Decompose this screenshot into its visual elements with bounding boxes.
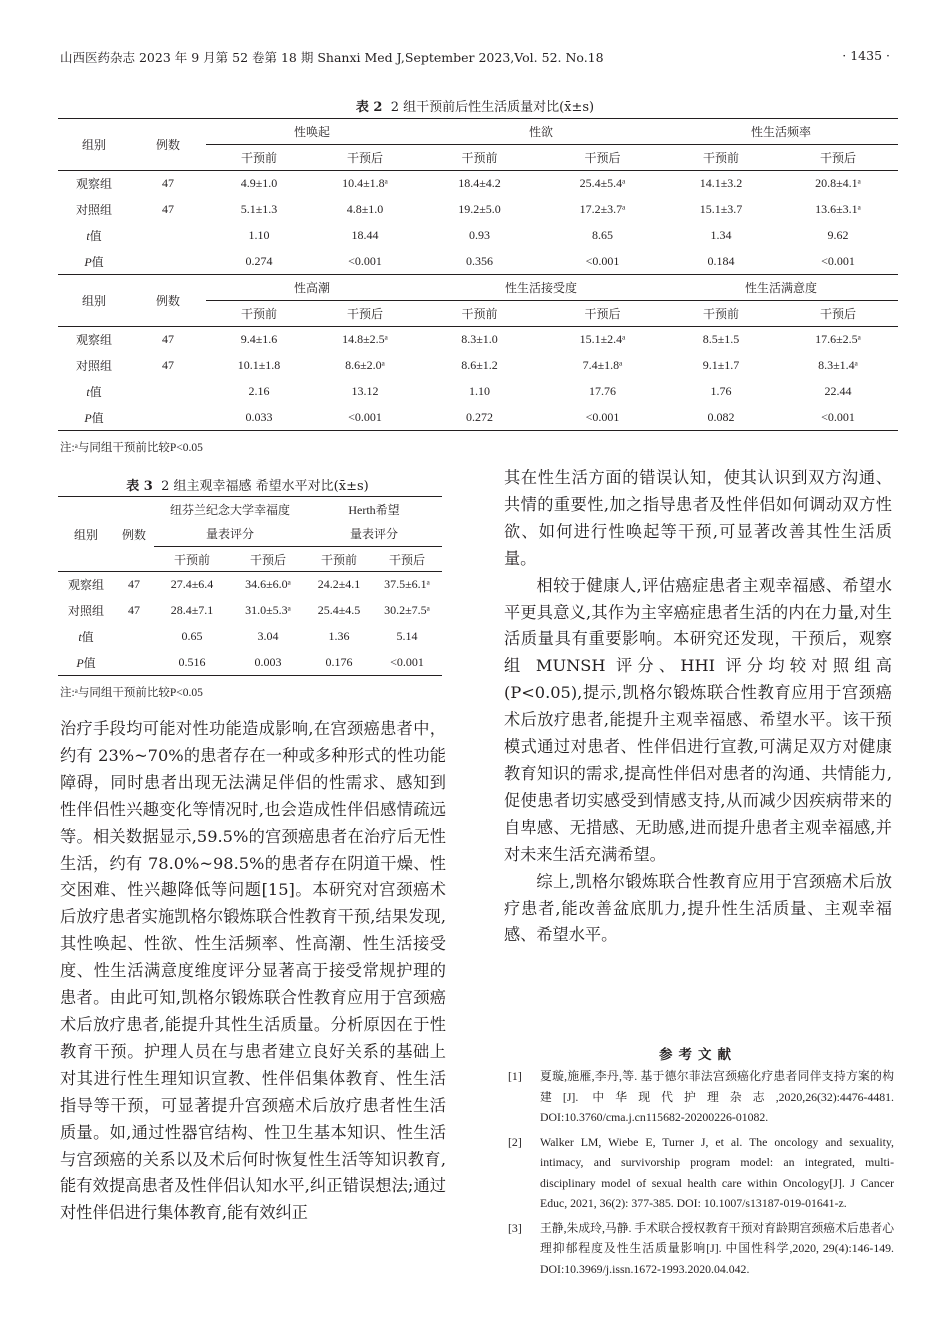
table2-cell: <0.001 — [821, 253, 855, 268]
body-paragraph: 治疗手段均可能对性功能造成影响,在宫颈癌患者中，约有 23%~70%的患者存在一种或多种形式的性功能障碍，同时患者出现无法满足伴侣的性需求、感知到性伴侣性兴趣变化等情况时,也会造成性伴侣感情疏远等。相关数据显示,59.5%的宫颈癌患者在治疗后无性生活，约有 78.0%~98.5%的患者存在阴道干燥、性交困难、性兴趣降低等问题[15]。本研究对宫颈癌术后放疗患者实施凯格尔锻炼联合性教育干预,结果发现,其性唤起、性欲、性生活频率、性高潮、性生活接受度、性生活满意度维度评分显著高于接受常规护理的患者。由此可知,凯格尔锻炼联合性教育应用于宫颈癌术后放疗患者,能提升其性生活质量。分析原因在于性教育干预。护理人员在与患者建立良好关系的基础上对其进行性生理知识宣教、性伴侣集体教育、性生活指导等干预，可显著提升宫颈癌术后放疗患者性生活质量。如,通过性器官结构、性卫生基本知识、性生活与宫颈癌的关系以及术后何时恢复性生活等知识教育,能有效提高患者及性伴侣认知水平,纠正错误想法;通过对性伴侣进行集体教育,能有效纠正 — [60, 719, 446, 1223]
table3-row-label: 对照组 — [67, 604, 104, 618]
table2-cell: 8.3±1.4ᵃ — [818, 358, 858, 372]
table2-group-header: 组别 — [81, 138, 106, 152]
reference-text: 夏璇,施雁,李丹,等. 基于德尔菲法宫颈癌化疗患者同伴支持方案的构建[J]. 中华现代护理杂志,2020,26(32):4476-4481. DOI:10.3760/cma.j.cn115682-20200226-01082. — [540, 1069, 894, 1124]
table2-cell: 8.65 — [592, 228, 613, 242]
table2-domain-header: 性生活频率 — [664, 119, 898, 145]
table2-sub-header: 干预前 — [461, 151, 498, 165]
reference-number: [3] — [508, 1220, 522, 1235]
table2-cell: 7.4±1.8ᵃ — [582, 358, 623, 372]
table2-caption: 2 组干预前后性生活质量对比(x̄±s) — [390, 100, 595, 115]
reference-item — [504, 1218, 894, 1280]
table2-cell: <0.001 — [348, 409, 382, 424]
table3-domain1-line1: 纽芬兰纪念大学幸福度 — [169, 502, 290, 517]
right-column-text — [504, 465, 892, 949]
table3-row-label: t值 — [78, 630, 94, 644]
table2-cell: 13.12 — [351, 384, 379, 398]
table2-group-header: 组别 — [81, 294, 106, 308]
table3-cell: 0.516 — [178, 654, 206, 669]
table2-row-n: 47 — [162, 358, 174, 372]
table2-sub-header: 干预后 — [819, 151, 856, 165]
table3-cell: 34.6±6.0ᵃ — [245, 577, 291, 592]
table3-sub-header: 干预后 — [249, 552, 286, 567]
table2-note: 注:ᵃ与同组干预前比较P<0.05 — [60, 442, 203, 454]
table2-sub-header: 干预后 — [346, 151, 383, 165]
table2-cell: 25.4±5.4ᵃ — [579, 176, 626, 191]
table2-cell: 14.1±3.2 — [699, 176, 743, 191]
table3-row — [58, 572, 442, 598]
table2-n-header: 例数 — [155, 294, 180, 308]
journal-info: 山西医药杂志 2023 年 9 月第 52 卷第 18 期 Shanxi Med J,September 2023,Vol. 52. No.18 — [60, 50, 604, 65]
table3-cell: 1.36 — [328, 629, 350, 643]
reference-number: [1] — [508, 1069, 522, 1083]
table2-sub-header: 干预前 — [702, 307, 739, 321]
table2-domain-header: 性生活满意度 — [664, 275, 898, 301]
body-paragraph: 综上,凯格尔锻炼联合性教育应用于宫颈癌术后放疗患者,能改善盆底肌力,提升性生活质量、主观幸福感、希望水平。 — [504, 871, 892, 945]
table2-cell: 1.76 — [710, 384, 732, 398]
table2-cell: 0.082 — [707, 409, 735, 424]
table2-sub-header: 干预前 — [240, 151, 277, 165]
table3-row-label: 观察组 — [67, 578, 104, 593]
table3-cell: 25.4±4.5 — [317, 603, 361, 617]
table3-title — [60, 475, 435, 494]
reference-number: [2] — [508, 1134, 522, 1149]
table2-cell: 18.44 — [351, 228, 379, 242]
table2-row — [58, 405, 898, 431]
table2-row-n: 47 — [162, 176, 174, 191]
table2-domain-header: 性生活接受度 — [418, 275, 664, 301]
reference-item — [504, 1132, 894, 1214]
table2-cell: 0.272 — [466, 409, 493, 424]
table2-cell: 0.274 — [245, 253, 273, 268]
table3-cell: 3.04 — [257, 629, 279, 643]
table2-cell: 22.44 — [824, 384, 852, 398]
table2-cell: 10.1±1.8 — [237, 358, 281, 372]
table2-cell: 0.93 — [469, 228, 490, 242]
table3-row — [58, 650, 442, 676]
table2-title — [60, 96, 890, 115]
left-column-text — [60, 716, 446, 1227]
table3-label: 表 3 — [126, 479, 153, 494]
table3-cell: 0.65 — [181, 629, 203, 643]
table2-cell: 1.10 — [248, 228, 270, 242]
table2-row — [58, 171, 898, 197]
table2-domain-header: 性唤起 — [206, 119, 418, 145]
references-heading: 参考文献 — [659, 1047, 737, 1063]
table3-sub-header: 干预前 — [173, 552, 210, 567]
table2-row-label: P值 — [84, 254, 104, 269]
table2-row — [58, 379, 898, 405]
table3-cell: 24.2±4.1 — [317, 577, 361, 592]
table3-n-header: 例数 — [121, 527, 146, 542]
table2-cell: 9.1±1.7 — [702, 358, 740, 372]
table3-group-header: 组别 — [73, 527, 98, 542]
table3-row-n: 47 — [128, 603, 140, 617]
table2-sub-header: 干预前 — [702, 151, 739, 165]
table2-row-n — [130, 379, 206, 405]
table2-row-label: t值 — [86, 229, 102, 243]
table2-cell: 17.76 — [589, 384, 616, 398]
table2-row — [58, 223, 898, 249]
table3-row — [58, 624, 442, 650]
table2-cell: <0.001 — [585, 409, 620, 424]
table3 — [58, 496, 442, 676]
running-header — [60, 48, 890, 70]
table3-cell: 0.176 — [325, 654, 353, 669]
table3-cell: 5.14 — [396, 629, 418, 643]
table2-cell: 9.62 — [827, 228, 849, 242]
table3-domain2-line2: 量表评分 — [306, 522, 442, 547]
table3-caption: 2 组主观幸福感 希望水平对比(x̄±s) — [161, 479, 369, 494]
table2-sub-header: 干预后 — [584, 151, 621, 165]
table2-row-n — [130, 249, 206, 275]
table2-sub-header: 干预后 — [584, 307, 621, 321]
table2-domain-header: 性高潮 — [206, 275, 418, 301]
table2-cell: 0.033 — [245, 409, 273, 424]
table2-domain-header: 性欲 — [418, 119, 664, 145]
table3-row-n — [114, 650, 154, 676]
table3-row-n: 47 — [128, 577, 140, 592]
table2-cell: 19.2±5.0 — [458, 202, 501, 216]
table2-row-label: 对照组 — [75, 203, 112, 217]
table2-cell: <0.001 — [348, 253, 382, 268]
table2-cell: 15.1±3.7 — [699, 202, 743, 216]
table2-sub-header: 干预后 — [346, 307, 383, 321]
table2-cell: 15.1±2.4ᵃ — [579, 332, 626, 347]
table2-cell: 13.6±3.1ᵃ — [815, 202, 861, 216]
table2-row-label: t值 — [86, 385, 102, 399]
table2-sub-header: 干预后 — [819, 307, 856, 321]
table2-cell: 9.4±1.6 — [240, 332, 278, 347]
table2-cell: 4.9±1.0 — [240, 176, 278, 191]
table2-cell: 17.6±2.5ᵃ — [815, 332, 861, 347]
table2-row-n — [130, 405, 206, 431]
table2-sub-header: 干预前 — [461, 307, 498, 321]
table2-row-n — [130, 223, 206, 249]
table2-row — [58, 327, 898, 353]
table2-row-n: 47 — [162, 202, 174, 216]
table2-cell: 2.16 — [248, 384, 270, 398]
table2-cell: 20.8±4.1ᵃ — [815, 176, 861, 191]
table3-sub-header: 干预前 — [320, 552, 357, 567]
table2-cell: 8.6±2.0ᵃ — [345, 358, 385, 372]
table3-cell: 28.4±7.1 — [170, 603, 214, 617]
table2-cell: 17.2±3.7ᵃ — [579, 202, 626, 216]
table2-cell: 4.8±1.0 — [346, 202, 384, 216]
table2-cell: 0.356 — [466, 253, 493, 268]
table2-row — [58, 353, 898, 379]
table2-cell: 8.5±1.5 — [702, 332, 740, 347]
table3-cell: 31.0±5.3ᵃ — [245, 603, 291, 617]
table2-row-label: 观察组 — [75, 177, 112, 192]
table3-cell: 27.4±6.4 — [170, 577, 214, 592]
table2-cell: <0.001 — [821, 409, 855, 424]
table3-domain1-line2: 量表评分 — [154, 522, 306, 547]
table3-cell: 0.003 — [254, 654, 282, 669]
table2-cell: 1.34 — [710, 228, 732, 242]
table2-row-n: 47 — [162, 332, 174, 347]
table2-cell: 8.3±1.0 — [461, 332, 498, 347]
table2-sub-header: 干预前 — [240, 307, 277, 321]
table2-label: 表 2 — [355, 100, 383, 115]
table2 — [58, 118, 898, 431]
table2-cell: 1.10 — [469, 384, 490, 398]
reference-text: 王静,朱成玲,马静. 手术联合授权教育干预对育龄期宫颈癌术后患者心理抑郁程度及性生活质量影响[J]. 中国性科学,2020, 29(4):146-149. DOI:10.3969/j.issn.1672-1993.2020.04.042. — [540, 1220, 894, 1276]
table2-row-label: 观察组 — [75, 333, 112, 348]
table2-row — [58, 249, 898, 275]
table2-row-label: 对照组 — [75, 359, 112, 373]
table3-cell: 37.5±6.1ᵃ — [384, 577, 430, 592]
table3-cell: <0.001 — [390, 654, 424, 669]
table3-row-n — [114, 624, 154, 650]
table2-row — [58, 197, 898, 223]
reference-text: Walker LM, Wiebe E, Turner J, et al. The oncology and sexuality, intimacy, and survivorship program model: an integrated, multi-disciplinary model of sexual health care within Oncology[J]. J Cancer Educ, 2021, 36(2): 377-385. DOI: 10.1007/s13187-019-01641-z. — [540, 1134, 894, 1210]
page-number: · 1435 · — [842, 48, 890, 63]
body-paragraph: 相较于健康人,评估癌症患者主观幸福感、希望水平更具意义,其作为主宰癌症患者生活的内在力量,对生活质量具有重要影响。本研究还发现，干预后，观察组 MUNSH 评分、HHI 评分均较对照组高(P<0.05),提示,凯格尔锻炼联合性教育应用于宫颈癌术后放疗患者,能提升主观幸福感、希望水平。该干预模式通过对患者、性伴侣进行宣教,可满足双方对健康教育知识的需求,提高性伴侣对患者的沟通、共情能力,促使患者切实感受到情感支持,从而减少因疾病带来的自卑感、无措感、无助感,进而提升患者主观幸福感,并对未来生活充满希望。 — [504, 575, 892, 864]
table2-cell: 8.6±1.2 — [461, 358, 498, 372]
body-paragraph: 其在性生活方面的错误认知，使其认识到双方沟通、共情的重要性,加之指导患者及性伴侣如何调动双方性欲、如何进行性唤起等干预,可显著改善其性生活质量。 — [504, 468, 892, 568]
table2-row-label: P值 — [84, 410, 104, 425]
table3-domain2-line1: Herth希望 — [348, 502, 400, 517]
table2-cell: 0.184 — [707, 253, 735, 268]
table2-cell: <0.001 — [585, 253, 620, 268]
table2-cell: 5.1±1.3 — [240, 202, 278, 216]
table3-row-label: P值 — [76, 655, 96, 670]
reference-item — [504, 1066, 894, 1128]
table2-cell: 14.8±2.5ᵃ — [342, 332, 388, 347]
table3-note: 注:ᵃ与同组干预前比较P<0.05 — [60, 687, 203, 699]
table3-sub-header: 干预后 — [388, 552, 425, 567]
table2-n-header: 例数 — [155, 138, 180, 152]
table2-cell: 18.4±4.2 — [458, 176, 501, 191]
table3-row — [58, 598, 442, 624]
table3-cell: 30.2±7.5ᵃ — [384, 603, 430, 617]
table2-cell: 10.4±1.8ᵃ — [342, 176, 388, 191]
references-list — [504, 1066, 894, 1283]
